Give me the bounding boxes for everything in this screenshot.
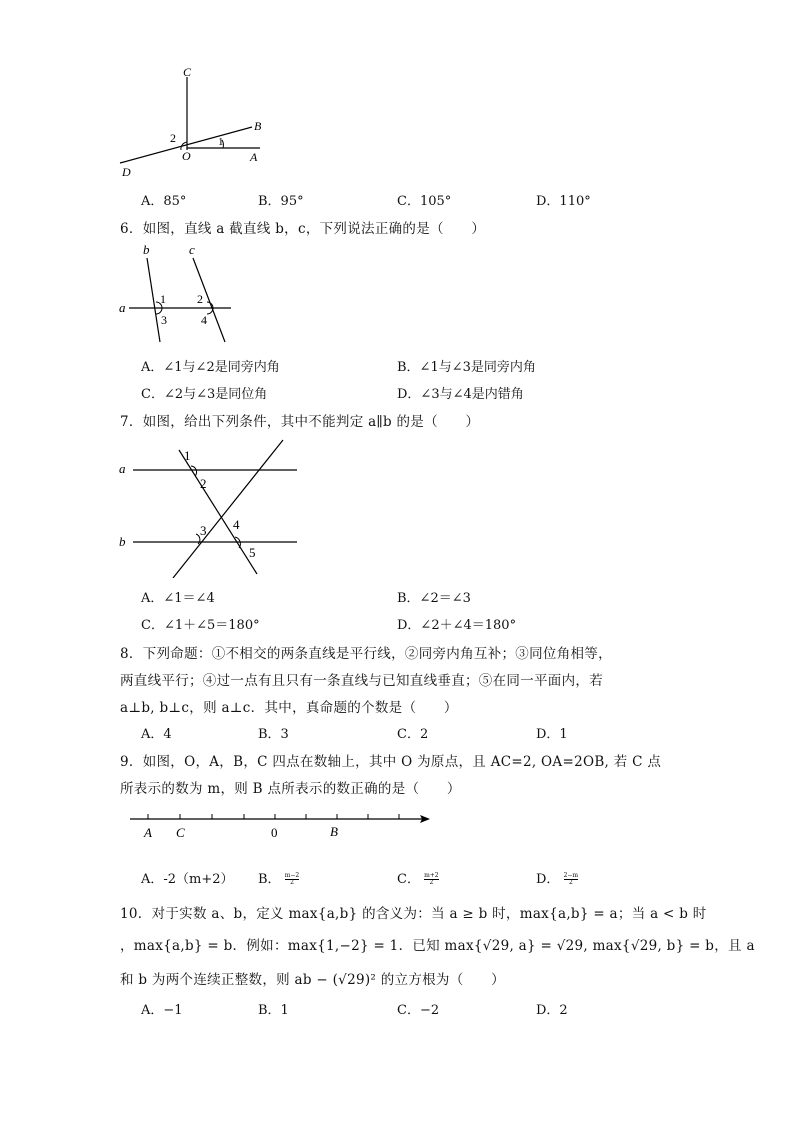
q7-option-d[interactable]: D．∠2＋∠4＝180° (397, 618, 517, 633)
q5-option-a[interactable]: A．85° (141, 194, 187, 209)
q6-stem: 6．如图，直线 a 截直线 b，c，下列说法正确的是（ ） (120, 221, 486, 237)
q5-option-d[interactable]: D．110° (536, 194, 591, 209)
q5-label-B: B (254, 119, 262, 133)
q8-option-c[interactable]: C．2 (397, 727, 429, 742)
q9-option-b[interactable] (258, 868, 299, 887)
q9-number-line (125, 808, 435, 844)
q10-option-b[interactable]: B．1 (258, 1003, 289, 1018)
q5-label-A: A (250, 150, 258, 164)
q8-option-b[interactable]: B．3 (258, 727, 289, 742)
q9-option-d-label: D． (536, 872, 560, 887)
q9-option-c[interactable] (397, 868, 439, 887)
q7-angle-4: 4 (233, 517, 240, 532)
q9-fraction-c (424, 873, 439, 886)
q9-fraction-d-num: 2−m (563, 872, 579, 879)
q9-point-O: 0 (271, 825, 278, 840)
q6-option-c[interactable]: C．∠2与∠3是同位角 (141, 387, 268, 402)
q10-line3: 和 b 为两个连续正整数，则 ab − (√29)² 的立方根为（ ） (120, 972, 505, 988)
q7-figure (115, 436, 305, 578)
q9-line2: 所表示的数为 m，则 B 点所表示的数正确的是（ ） (120, 781, 461, 797)
q10-option-d[interactable]: D．2 (536, 1003, 568, 1018)
q9-point-B: B (330, 824, 338, 839)
q8-option-d[interactable]: D．1 (536, 727, 568, 742)
q7-option-a[interactable]: A．∠1＝∠4 (141, 591, 215, 606)
q9-fraction-c-den: 2 (429, 879, 434, 886)
q10-option-c[interactable]: C．−2 (397, 1003, 440, 1018)
q5-option-b[interactable]: B．95° (258, 194, 304, 209)
q9-point-C: C (176, 825, 185, 840)
q9-fraction-b-num: m−2 (284, 872, 300, 879)
q10-line2: ，max{a,b} = b．例如：max{1,−2} = 1．已知 max{√29, a} = √29, max{√29, b} = b，且 a (120, 938, 755, 954)
q5-label-O: O (182, 149, 191, 163)
q7-option-c[interactable]: C．∠1＋∠5＝180° (141, 618, 260, 633)
q9-option-c-label: C． (397, 872, 420, 887)
q9-line1: 9．如图，O，A，B，C 四点在数轴上，其中 O 为原点，且 AC=2, OA=2OB, 若 C 点 (120, 754, 662, 770)
q7-option-b[interactable]: B．∠2＝∠3 (397, 591, 471, 606)
q6-angle-3: 3 (161, 313, 167, 327)
q7-angle-2: 2 (200, 476, 207, 491)
q6-label-c: c (189, 242, 195, 257)
q6-angle-1: 1 (160, 292, 166, 306)
q10-line1: 10．对于实数 a、b，定义 max{a,b} 的含义为：当 a ≥ b 时，max{a,b} = a；当 a < b 时 (120, 906, 707, 922)
q5-option-c[interactable]: C．105° (397, 194, 452, 209)
q9-option-b-label: B． (258, 872, 281, 887)
q6-option-a[interactable]: A．∠1与∠2是同旁内角 (141, 360, 280, 375)
q6-angle-4: 4 (201, 313, 207, 327)
q9-fraction-d-den: 2 (568, 879, 573, 886)
q6-label-a: a (119, 300, 126, 315)
q9-fraction-b-den: 2 (290, 879, 294, 886)
q9-fraction-d (564, 873, 579, 886)
q10-option-a[interactable]: A．−1 (141, 1003, 183, 1018)
q7-angle-3: 3 (200, 523, 207, 538)
q8-line3: a⊥b, b⊥c，则 a⊥c．其中，真命题的个数是（ ） (120, 700, 458, 716)
q7-angle-5: 5 (249, 545, 256, 560)
q9-fraction-c-num: m+2 (424, 872, 439, 879)
q9-option-d[interactable] (536, 868, 578, 887)
q5-angle-2: 2 (170, 131, 176, 145)
q7-label-a: a (119, 461, 126, 476)
q6-option-b[interactable]: B．∠1与∠3是同旁内角 (397, 360, 536, 375)
q5-figure (110, 62, 280, 180)
q5-angle-1: 1 (218, 136, 224, 148)
q6-figure (115, 240, 245, 348)
q9-point-A: A (144, 825, 152, 840)
q9-option-a[interactable]: A．-2（m+2） (141, 872, 234, 887)
q7-stem: 7．如图，给出下列条件，其中不能判定 a∥b 的是（ ） (120, 414, 480, 430)
q5-label-C: C (183, 65, 192, 79)
q9-fraction-b (285, 873, 300, 886)
q5-label-D: D (122, 165, 131, 179)
q8-option-a[interactable]: A．4 (141, 727, 172, 742)
q8-line1: 8．下列命题：①不相交的两条直线是平行线，②同旁内角互补；③同位角相等， (120, 646, 612, 662)
q6-label-b: b (143, 242, 150, 257)
q6-angle-2: 2 (197, 292, 203, 306)
q7-angle-1: 1 (184, 448, 191, 463)
q8-line2: 两直线平行；④过一点有且只有一条直线与已知直线垂直；⑤在同一平面内，若 (120, 673, 603, 689)
q6-option-d[interactable]: D．∠3与∠4是内错角 (397, 387, 524, 402)
q7-label-b: b (119, 534, 126, 549)
